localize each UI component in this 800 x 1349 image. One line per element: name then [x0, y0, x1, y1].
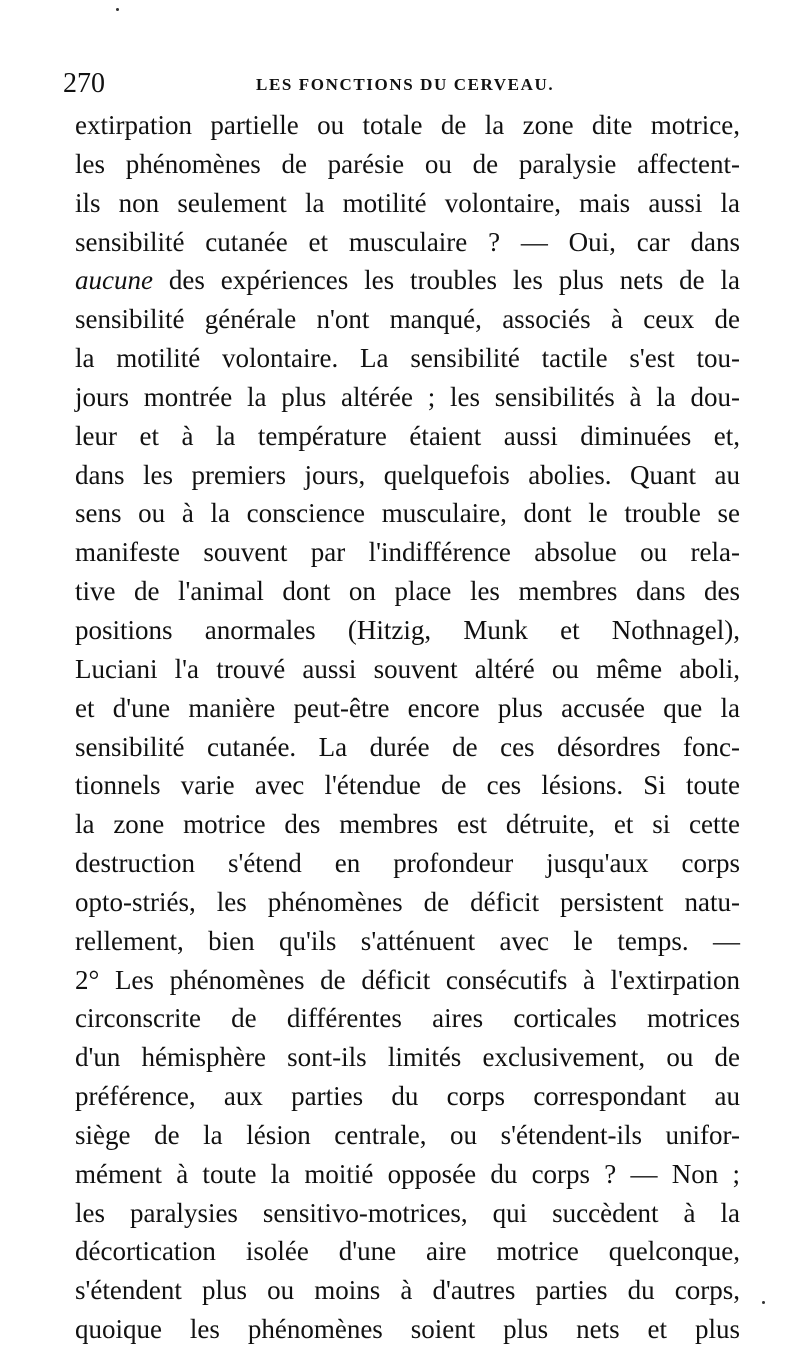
text-line: leur et à la température étaient aussi diminuées et,	[75, 420, 740, 451]
text-line: circonscrite de différentes aires corticales motrices	[75, 1003, 740, 1034]
text-line: siège de la lésion centrale, ou s'étendent-ils unifor-	[75, 1119, 740, 1150]
running-head	[63, 66, 738, 102]
text-line: tive de l'animal dont on place les membres dans des	[75, 576, 740, 607]
text-line: d'un hémisphère sont-ils limités exclusivement, ou de	[75, 1042, 740, 1073]
running-title: LES FONCTIONS DU CERVEAU.	[256, 75, 555, 94]
text-line: extirpation partielle ou totale de la zone dite motrice,	[75, 110, 740, 140]
text-line: la motilité volontaire. La sensibilité tactile s'est tou-	[75, 343, 740, 374]
text-line: ils non seulement la motilité volontaire, mais aussi la	[75, 187, 740, 218]
text-line: sensibilité générale n'ont manqué, associés à ceux de	[75, 304, 740, 335]
text-line: Luciani l'a trouvé aussi souvent altéré ou même aboli,	[75, 653, 740, 684]
text-line: positions anormales (Hitzig, Munk et Nothnagel),	[75, 614, 740, 645]
print-speck	[116, 8, 119, 11]
text-line: la zone motrice des membres est détruite, et si cette	[75, 809, 740, 840]
text-line: décortication isolée d'une aire motrice quelconque,	[75, 1236, 740, 1267]
text-line: destruction s'étend en profondeur jusqu'aux corps	[75, 848, 740, 879]
print-speck	[762, 1301, 765, 1304]
text-line: s'étendent plus ou moins à d'autres parties du corps,	[75, 1275, 740, 1306]
text-line: rellement, bien qu'ils s'atténuent avec le temps. —	[75, 925, 740, 956]
text-line: quoique les phénomènes soient plus nets et plus	[75, 1314, 740, 1345]
text-line: sens ou à la conscience musculaire, dont le trouble se	[75, 498, 740, 529]
text-line: manifeste souvent par l'indifférence absolue ou rela-	[75, 537, 740, 568]
text-line: les paralysies sensitivo-motrices, qui succèdent à la	[75, 1197, 740, 1228]
text-line: 2° Les phénomènes de déficit consécutifs à l'extirpation	[75, 964, 740, 995]
body-text	[75, 106, 740, 1349]
text-line: préférence, aux parties du corps correspondant au	[75, 1081, 740, 1112]
text-line: dans les premiers jours, quelquefois abolies. Quant au	[75, 459, 740, 490]
text-line: sensibilité cutanée. La durée de ces désordres fonc-	[75, 731, 740, 762]
text-line: mément à toute la moitié opposée du corps ? — Non ;	[75, 1158, 740, 1189]
text-line: jours montrée la plus altérée ; les sensibilités à la dou-	[75, 381, 740, 412]
text-line	[75, 261, 740, 300]
page-number: 270	[63, 68, 105, 99]
text-line: tionnels varie avec l'étendue de ces lésions. Si toute	[75, 770, 740, 801]
text-line: les phénomènes de parésie ou de paralysie affectent-	[75, 148, 740, 179]
text-line: et d'une manière peut-être encore plus accusée que la	[75, 692, 740, 723]
text-line: sensibilité cutanée et musculaire ? — Oui, car dans	[75, 226, 740, 257]
italic-word: aucune	[75, 265, 153, 296]
text-run: des expériences les troubles les plus nets de la	[152, 265, 740, 296]
text-line: opto-striés, les phénomènes de déficit persistent natu-	[75, 886, 740, 917]
